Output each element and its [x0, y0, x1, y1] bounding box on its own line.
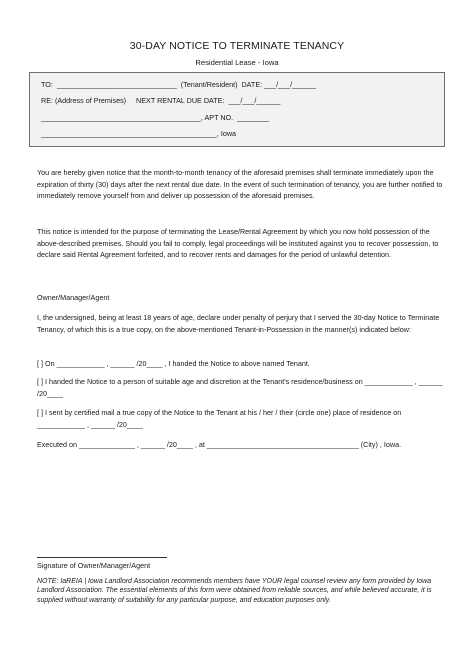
premises-due-date-line: RE: (Address of Premises) NEXT RENTAL DUE DATE: ___/___/______: [41, 96, 281, 105]
legal-note: NOTE: IaREIA | Iowa Landlord Association recommends members have YOUR legal counsel review any form provided by Iowa Landlord Association. The essential elements of this form were obtained from reliable sources, and while believed accurate, it is supplied without warranty of suitability for any particular purpose, and education purposes only.: [37, 578, 432, 604]
executed-line: Executed on ______________ , ______ /20____ , at ______________________________________ (City) , Iowa.: [37, 440, 402, 449]
service-option-in-person: [ ] On ____________ , ______ /20____ , I handed the Notice to above named Tenant.: [37, 359, 310, 368]
address-apt-line: ________________________________________, APT NO. ________: [41, 113, 270, 122]
tenant-info-box: [29, 72, 445, 147]
declaration-paragraph: I, the undersigned, being at least 18 years of age, declare under penalty of perjury that I served the 30-day Notice to Terminate Tenancy, of which this is a true copy, on the above-mentioned Tenant-in-Possession in the manner(s) indicated below:: [37, 313, 440, 334]
purpose-paragraph: This notice is intended for the purpose of terminating the Lease/Rental Agreement by which you now hold possession of the above-described premises. Should you fail to comply, legal proceedings will be instituted against you to recover possession, to declare said Rental Agreement forfeited, and to recover rents and damages for the period of unlawful detention.: [37, 227, 439, 260]
service-option-certified-mail: [ ] I sent by certified mail a true copy of the Notice to the Tenant at his / her / their (circle one) place of residence on ____________ , ______ /20____: [37, 408, 402, 429]
signature-line: [37, 557, 167, 558]
termination-paragraph: You are hereby given notice that the month-to-month tenancy of the aforesaid premises shall terminate immediately upon the expiration of thirty (30) days after the next rental due date. In the event of such termination of tenancy, you are further notified to immediately remove yourself from and deliver up possession of the aforesaid premises.: [37, 168, 443, 201]
signature-label: Signature of Owner/Manager/Agent: [37, 561, 151, 570]
to-tenant-line: TO: ______________________________ (Tenant/Resident) DATE: ___/___/______: [41, 80, 317, 89]
document-title: 30-DAY NOTICE TO TERMINATE TENANCY: [129, 40, 345, 52]
service-option-suitable-person: [ ] I handed the Notice to a person of suitable age and discretion at the Tenant's residence/business on ____________ , ______ /20____: [37, 377, 443, 398]
owner-heading: Owner/Manager/Agent: [37, 293, 110, 302]
document-subtitle: Residential Lease - Iowa: [195, 58, 279, 67]
city-iowa-line: ____________________________________________, Iowa: [41, 129, 237, 138]
